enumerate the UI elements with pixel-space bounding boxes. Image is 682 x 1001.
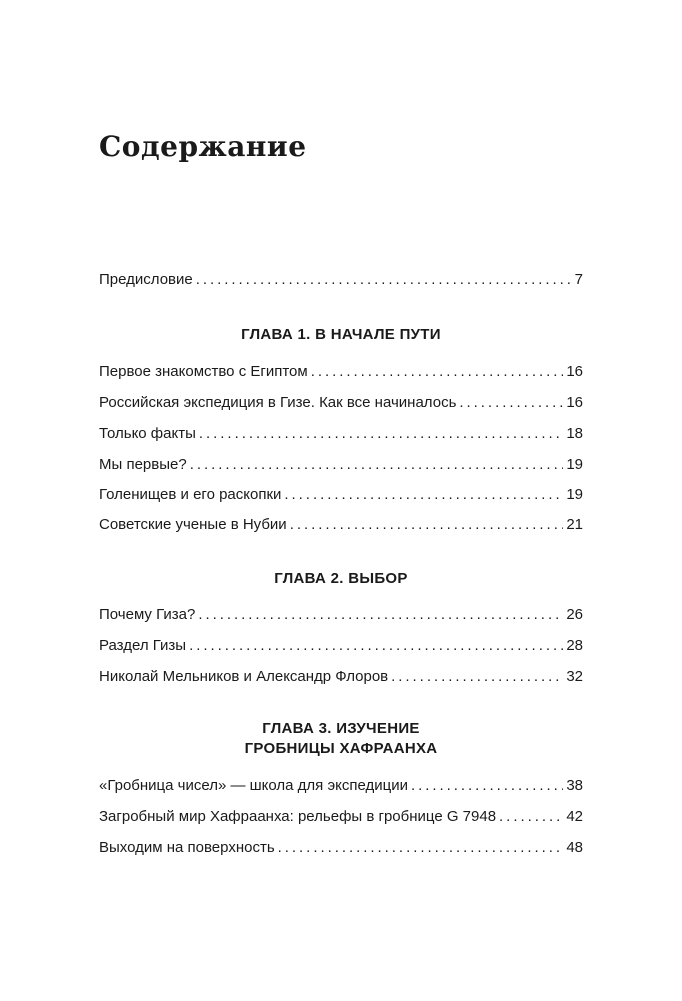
toc-entry-label: Почему Гиза? (99, 606, 196, 623)
toc-entry-page: 19 (566, 486, 583, 503)
toc-entry-label: Голенищев и его раскопки (99, 486, 282, 503)
toc-entry[interactable] (99, 807, 583, 827)
chapter-2-heading (99, 569, 583, 589)
toc-entry[interactable] (99, 485, 583, 505)
chapter-heading-line: ГЛАВА 2. ВЫБОР (274, 570, 408, 587)
toc-entry-page: 7 (574, 271, 583, 288)
toc-entry-page: 48 (566, 839, 583, 856)
dot-leader (278, 838, 564, 858)
toc-entry[interactable] (99, 776, 583, 796)
chapter-3-heading (99, 719, 583, 759)
dot-leader (199, 424, 563, 444)
toc-entry-page: 38 (566, 777, 583, 794)
dot-leader (311, 362, 564, 382)
dot-leader (189, 636, 563, 656)
toc-entry-page: 16 (566, 394, 583, 411)
toc-entry-label: Первое знакомство с Египтом (99, 363, 308, 380)
toc-entry-label: Выходим на поверхность (99, 839, 275, 856)
toc-entry-page: 42 (566, 808, 583, 825)
toc-entry-label: Загробный мир Хафраанха: рельефы в гробнице G 7948 (99, 808, 497, 825)
toc-entry[interactable] (99, 424, 583, 444)
dot-leader (284, 485, 563, 505)
toc-entry[interactable] (99, 455, 583, 475)
toc-entry-label: Николай Мельников и Александр Флоров (99, 668, 389, 685)
toc-entry-page: 16 (566, 363, 583, 380)
toc-entry-preface[interactable] (99, 270, 583, 290)
toc-entry[interactable] (99, 362, 583, 382)
toc-entry[interactable] (99, 393, 583, 413)
toc-entry-label: Раздел Гизы (99, 637, 187, 654)
dot-leader (290, 515, 564, 535)
toc-entry[interactable] (99, 667, 583, 687)
dot-leader (411, 776, 563, 796)
dot-leader (459, 393, 563, 413)
chapter-1-heading (99, 325, 583, 345)
toc-entry-page: 19 (566, 456, 583, 473)
toc-entry-label: Мы первые? (99, 456, 187, 473)
dot-leader (190, 455, 564, 475)
toc-entry[interactable] (99, 605, 583, 625)
toc-entry-label: Советские ученые в Нубии (99, 516, 287, 533)
toc-entry-page: 32 (566, 668, 583, 685)
toc-entry[interactable] (99, 636, 583, 656)
toc-entry-label: Только факты (99, 425, 196, 442)
dot-leader (196, 270, 572, 290)
toc-entry[interactable] (99, 838, 583, 858)
dot-leader (198, 605, 563, 625)
toc-entry-label: Российская экспедиция в Гизе. Как все начиналось (99, 394, 457, 411)
toc-entry-page: 21 (566, 516, 583, 533)
chapter-heading-line: ГРОБНИЦЫ ХАФРААНХА (244, 740, 438, 757)
toc-entry-page: 18 (566, 425, 583, 442)
dot-leader (391, 667, 563, 687)
toc-entry-label: «Гробница чисел» — школа для экспедиции (99, 777, 408, 794)
toc-entry-page: 26 (566, 606, 583, 623)
page-title: Содержание (99, 130, 307, 163)
dot-leader (499, 807, 563, 827)
chapter-heading-line: ГЛАВА 1. В НАЧАЛЕ ПУТИ (241, 326, 441, 343)
chapter-heading-line: ГЛАВА 3. ИЗУЧЕНИЕ (262, 720, 420, 737)
toc-entry-page: 28 (566, 637, 583, 654)
toc-entry-label: Предисловие (99, 271, 193, 288)
toc-entry[interactable] (99, 515, 583, 535)
